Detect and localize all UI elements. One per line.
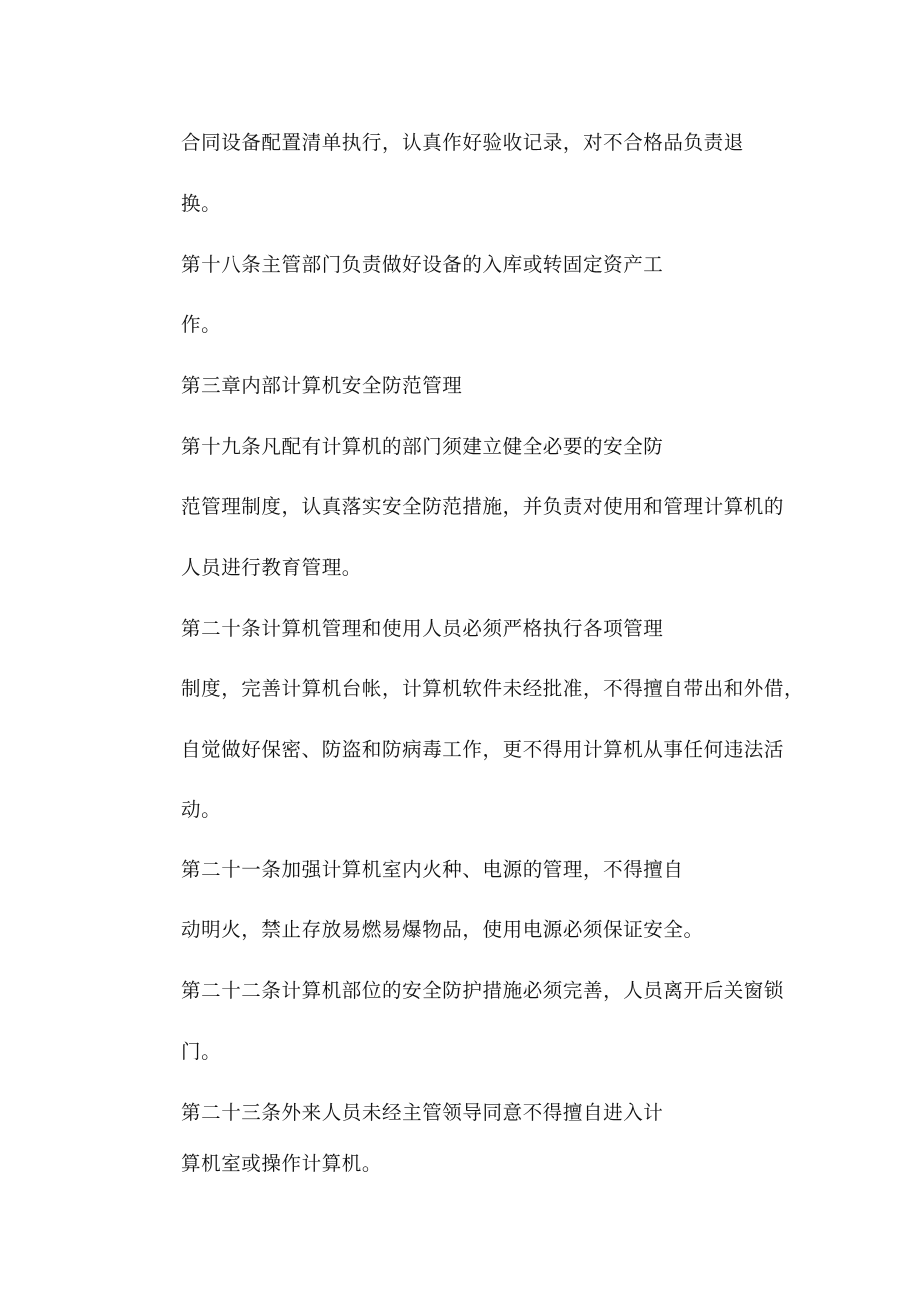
text-line: 动。 [181,798,222,821]
text-line: 制度，完善计算机台帐，计算机软件未经批准，不得擅自带出和外借， [181,677,805,700]
text-line: 换。 [181,192,222,215]
text-line: 门。 [181,1040,222,1063]
text-line: 第十八条主管部门负责做好设备的入库或转固定资产工 [181,253,664,276]
text-line: 作。 [181,313,222,336]
chapter-heading: 第三章内部计算机安全防范管理 [181,374,463,397]
text-line: 第二十一条加强计算机室内火种、电源的管理，不得擅自 [181,858,684,881]
text-line: 第二十二条计算机部位的安全防护措施必须完善，人员离开后关窗锁 [181,979,785,1002]
text-line: 自觉做好保密、防盗和防病毒工作，更不得用计算机从事任何违法活 [181,738,785,761]
text-line: 第二十条计算机管理和使用人员必须严格执行各项管理 [181,617,664,640]
text-line: 算机室或操作计算机。 [181,1152,383,1175]
text-line: 合同设备配置清单执行，认真作好验收记录，对不合格品负责退 [181,131,744,154]
text-line: 范管理制度，认真落实安全防范措施，并负责对使用和管理计算机的 [181,495,785,518]
text-line: 第十九条凡配有计算机的部门须建立健全必要的安全防 [181,435,664,458]
text-line: 第二十三条外来人员未经主管领导同意不得擅自进入计 [181,1101,664,1124]
text-line: 动明火，禁止存放易燃易爆物品，使用电源必须保证安全。 [181,918,704,941]
text-line: 人员进行教育管理。 [181,556,362,579]
